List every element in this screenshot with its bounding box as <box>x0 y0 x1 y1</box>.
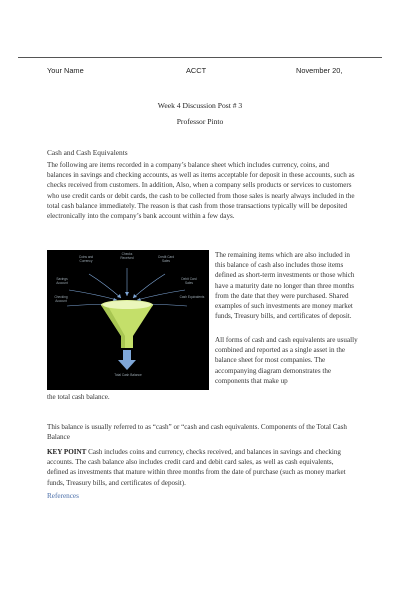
body-paragraph-3: All forms of cash and cash equivalents are usually combined and reported as a single asset in the balance sheet for most companies. The accompanying diagram demonstrates the components that make up <box>215 336 358 385</box>
figure-label-total: Total Cash Balance <box>114 373 142 377</box>
document-title: Week 4 Discussion Post # 3 <box>157 101 243 110</box>
key-point-paragraph <box>47 447 355 488</box>
references-link[interactable]: References <box>47 492 79 500</box>
funnel-diagram-graphic <box>47 250 209 390</box>
key-point-text: Cash includes coins and currency, checks received, and balances in savings and checking accounts. The cash balance also includes credit card and debit card sales, as well as cash equivalents, defined as investments that mature within three months from the date of purchase (such as money market funds, Treasury bills, and certificates of deposit). <box>47 448 346 487</box>
body-paragraph-4: This balance is usually referred to as “cash” or “cash and cash equivalents. Components of the Total Cash Balance <box>47 423 347 442</box>
body-paragraph-2: The remaining items which are also included in this balance of cash also includes those items defined as short-term investments or those which have a maturity date no longer than three months from the date that they were purchased. Shared examples of such investments are money market funds, Treasury bills, and certificates of deposit. <box>215 251 355 321</box>
figure-label-savings: Savings Account <box>56 277 68 285</box>
header-name: Your Name <box>47 66 84 75</box>
body-paragraph-3-tail: the total cash balance. <box>47 393 110 401</box>
figure-label-cash-equivalents: Cash Equivalents <box>179 295 205 299</box>
figure-label-checking: Checking Account <box>54 295 68 303</box>
header-date: November 20, <box>296 66 343 75</box>
header-course: ACCT <box>186 66 207 75</box>
figure-label-credit-card: Credit Card Sales <box>157 255 175 263</box>
figure-label-checks: Checks Received <box>120 252 134 260</box>
cash-components-diagram <box>47 250 209 390</box>
header-rule <box>18 57 382 58</box>
inflow-arrow <box>69 290 117 300</box>
down-arrow-icon <box>118 350 136 370</box>
inflow-arrow <box>137 290 185 300</box>
key-point-label: KEY POINT <box>47 448 87 456</box>
body-paragraph-1: The following are items recorded in a company’s balance sheet which includes currency, coins, and balances in savings and checking accounts, as well as items acceptable for deposit in these accounts, such as checks received from customers. In addition, Also, when a company sells products or services to customers who use credit cards or debit cards, the cash to be collected from those sales is nearly always included in the total cash balance immediately. The reason is that cash from those transactions typically will be deposited electronically into the company’s bank account within a few days. <box>47 161 355 221</box>
figure-label-debit-card: Debit Card Sales <box>181 277 197 285</box>
professor-name: Professor Pinto <box>176 117 224 126</box>
section-heading: Cash and Cash Equivalents <box>47 148 128 157</box>
funnel-icon <box>101 300 153 348</box>
figure-label-coins: Coins and Currency <box>78 255 94 263</box>
